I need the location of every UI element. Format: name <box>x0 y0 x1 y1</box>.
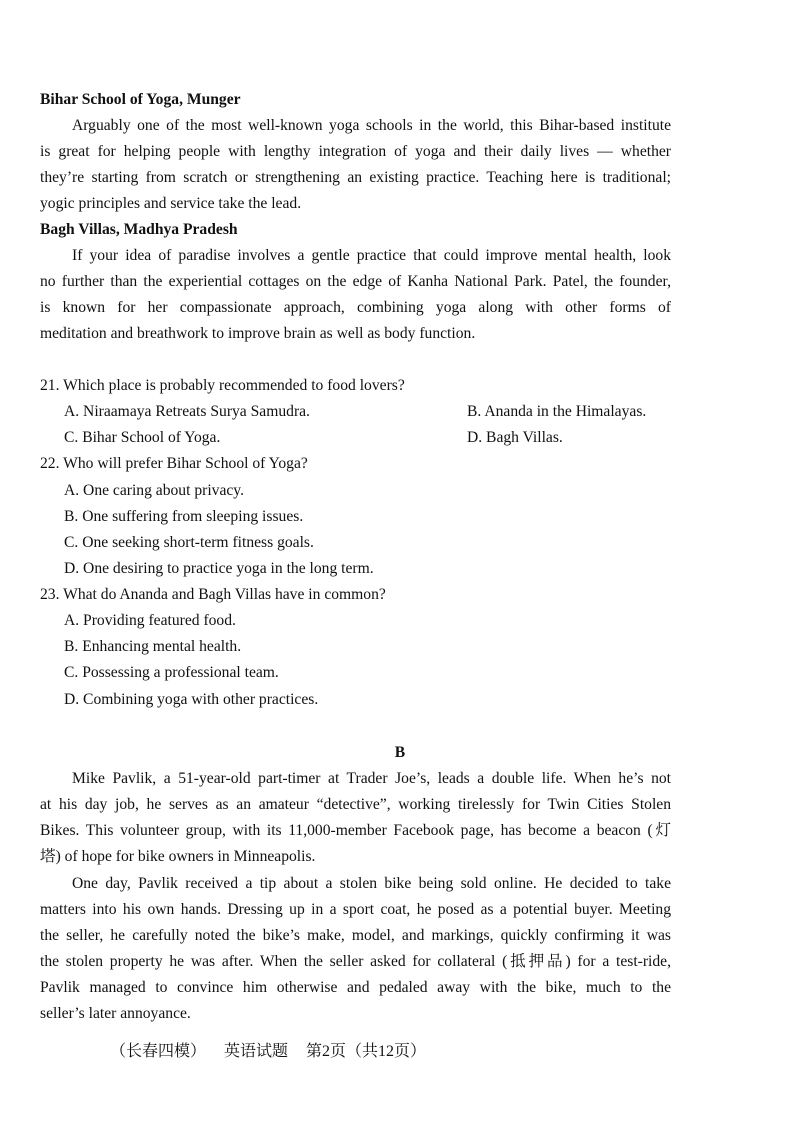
q23-option-b: B. Enhancing mental health. <box>64 638 242 655</box>
q23-option-c: C. Possessing a professional team. <box>64 664 279 681</box>
q23-stem: 23. What do Ananda and Bagh Villas have in common? <box>40 586 386 603</box>
q21-option-b: B. Ananda in the Himalayas. <box>467 403 647 420</box>
bihar-line-1: Arguably one of the most well-known yoga schools in the world, this Bihar-based institute <box>72 117 671 134</box>
bagh-heading: Bagh Villas, Madhya Pradesh <box>40 221 238 238</box>
b-p2-line-1: One day, Pavlik received a tip about a stolen bike being sold online. He decided to take <box>72 875 671 892</box>
b-p1-line-2: at his day job, he serves as an amateur “detective”, working tirelessly for Twin Cities Stolen <box>40 796 671 813</box>
footer-subject: 英语试题 <box>224 1043 289 1060</box>
bagh-line-1: If your idea of paradise involves a gentle practice that could improve mental health, look <box>72 247 671 264</box>
b-p2-line-3: the seller, he carefully noted the bike’s make, model, and markings, quickly confirming it was <box>40 927 671 944</box>
section-b-label: B <box>394 744 406 761</box>
page-footer <box>110 1041 440 1063</box>
q22-option-a: A. One caring about privacy. <box>64 482 244 499</box>
bagh-line-4: meditation and breathwork to improve brain as well as body function. <box>40 325 476 342</box>
b-p2-line-4: the stolen property he was after. When the seller asked for collateral (抵押品) for a test-ride, <box>40 953 671 970</box>
q21-option-c: C. Bihar School of Yoga. <box>64 429 221 446</box>
q21-option-a: A. Niraamaya Retreats Surya Samudra. <box>64 403 310 420</box>
bagh-line-3: is known for her compassionate approach, combining yoga along with other forms of <box>40 299 671 316</box>
footer-page-number: 第2页（共12页） <box>306 1043 427 1060</box>
q23-option-a: A. Providing featured food. <box>64 612 236 629</box>
q21-option-d: D. Bagh Villas. <box>467 429 563 446</box>
q22-option-d: D. One desiring to practice yoga in the long term. <box>64 560 374 577</box>
bihar-line-2: is great for helping people with lengthy integration of yoga and their daily lives — whether <box>40 143 671 160</box>
b-p1-line-4: 塔) of hope for bike owners in Minneapolis. <box>40 848 316 865</box>
bihar-heading: Bihar School of Yoga, Munger <box>40 91 241 108</box>
q22-stem: 22. Who will prefer Bihar School of Yoga? <box>40 455 308 472</box>
q22-option-c: C. One seeking short-term fitness goals. <box>64 534 314 551</box>
q21-stem: 21. Which place is probably recommended to food lovers? <box>40 377 405 394</box>
bihar-line-4: yogic principles and service take the lead. <box>40 195 302 212</box>
q23-option-d: D. Combining yoga with other practices. <box>64 691 319 708</box>
b-p2-line-6: seller’s later annoyance. <box>40 1005 191 1022</box>
b-p2-line-5: Pavlik managed to convince him otherwise and pedaled away with the bike, much to the <box>40 979 671 996</box>
footer-exam: （长春四模） <box>110 1043 207 1060</box>
b-p2-line-2: matters into his own hands. Dressing up in a sport coat, he posed as a potential buyer. Meeting <box>40 901 671 918</box>
bagh-line-2: no further than the experiential cottages on the edge of Kanha National Park. Patel, the founder, <box>40 273 671 290</box>
b-p1-line-1: Mike Pavlik, a 51-year-old part-timer at Trader Joe’s, leads a double life. When he’s not <box>72 770 671 787</box>
b-p1-line-3: Bikes. This volunteer group, with its 11,000-member Facebook page, has become a beacon (灯 <box>40 822 671 839</box>
bihar-line-3: they’re starting from scratch or strengthening an existing practice. Teaching here is traditional; <box>40 169 671 186</box>
q22-option-b: B. One suffering from sleeping issues. <box>64 508 304 525</box>
